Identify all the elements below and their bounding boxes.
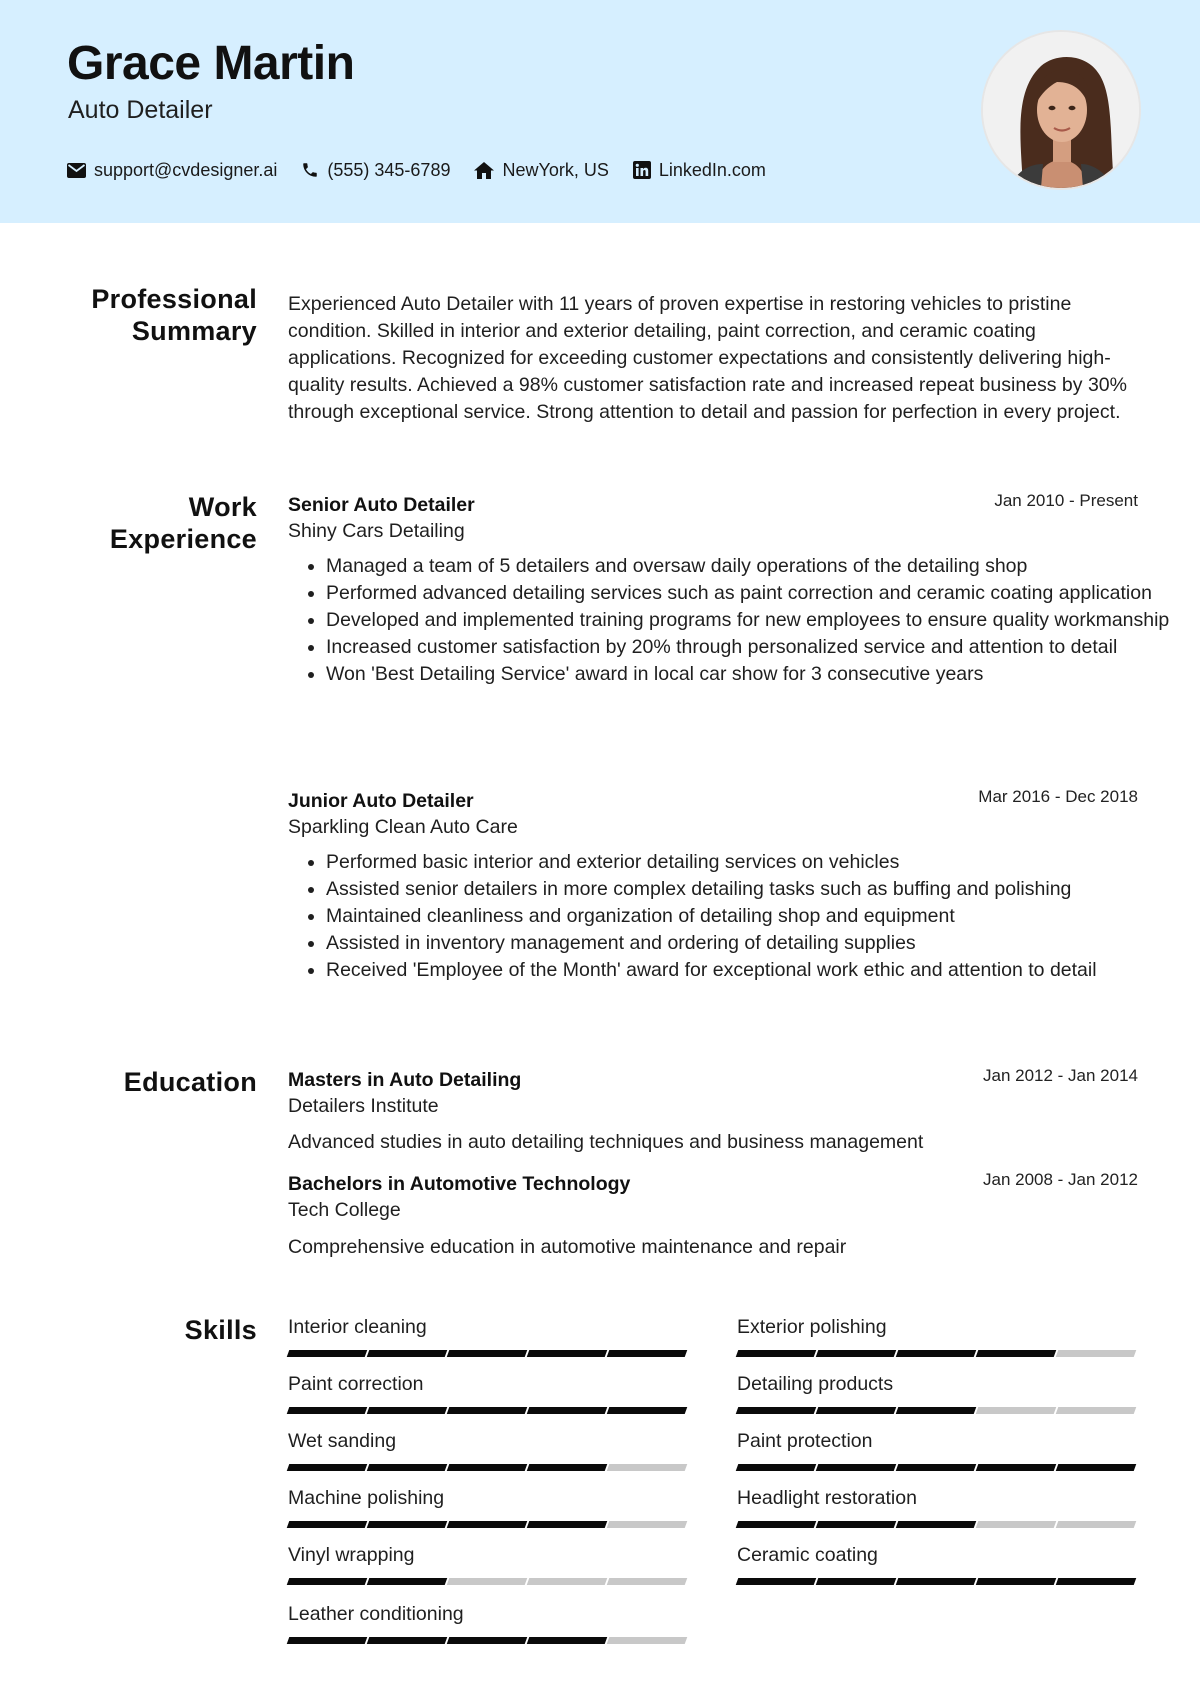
skill-level-segment-filled	[527, 1464, 608, 1471]
skill-level-segment-filled	[367, 1521, 448, 1528]
skill-level-segment-filled	[527, 1637, 608, 1644]
contact-phone[interactable]	[301, 160, 450, 181]
degree-title: Bachelors in Automotive Technology	[288, 1173, 631, 1195]
skill-level-segment-empty	[976, 1521, 1057, 1528]
contact-location-text: NewYork, US	[502, 159, 609, 180]
job-title: Senior Auto Detailer	[288, 494, 475, 516]
degree-dates: Jan 2012 - Jan 2014	[982, 1066, 1138, 1085]
job-bullet: • Won 'Best Detailing Service' award in local car show for 3 consecutive years	[326, 661, 1176, 688]
skill-level-segment-filled	[736, 1407, 817, 1414]
skill-level-segment-empty	[976, 1407, 1057, 1414]
job-company: Shiny Cars Detailing	[288, 520, 465, 542]
section-heading-summary-line1: Professional	[91, 284, 257, 314]
job-bullet: • Performed basic interior and exterior detailing services on vehicles	[326, 849, 1176, 876]
skill-level-segment-filled	[816, 1350, 897, 1357]
skill-level-segment-filled	[896, 1521, 977, 1528]
skill-level-segment-filled	[607, 1407, 688, 1414]
skill-level-segment-empty	[607, 1637, 688, 1644]
skill-level-bar	[737, 1350, 1139, 1357]
job-bullet: • Developed and implemented training programs for new employees to ensure quality workmanship	[326, 607, 1176, 634]
skill-level-segment-filled	[816, 1521, 897, 1528]
degree-school: Tech College	[288, 1199, 401, 1221]
contact-linkedin-text: LinkedIn.com	[658, 159, 766, 180]
skill-item	[288, 1603, 690, 1644]
skill-level-segment-filled	[976, 1350, 1057, 1357]
job-dates: Jan 2010 - Present	[994, 491, 1138, 510]
skill-item	[737, 1430, 1139, 1471]
skill-level-segment-filled	[736, 1578, 817, 1585]
skill-level-segment-filled	[367, 1637, 448, 1644]
profile-photo	[981, 30, 1141, 190]
skill-level-segment-filled	[1056, 1464, 1137, 1471]
portrait-illustration	[983, 32, 1139, 188]
skill-level-segment-filled	[447, 1350, 528, 1357]
skill-level-segment-filled	[896, 1407, 977, 1414]
skill-level-bar	[737, 1464, 1139, 1471]
linkedin-icon	[633, 161, 651, 179]
skill-name: Interior cleaning	[288, 1316, 427, 1338]
skill-level-segment-filled	[287, 1521, 368, 1528]
skill-item	[737, 1373, 1139, 1414]
skill-level-segment-filled	[816, 1578, 897, 1585]
skill-item	[737, 1487, 1139, 1528]
resume-header	[0, 0, 1200, 223]
skill-level-segment-filled	[367, 1407, 448, 1414]
skill-level-segment-filled	[976, 1464, 1057, 1471]
skill-level-segment-empty	[607, 1521, 688, 1528]
skill-level-segment-empty	[527, 1578, 608, 1585]
job-bullet: • Maintained cleanliness and organization of detailing shop and equipment	[326, 903, 1176, 930]
skill-level-segment-filled	[607, 1350, 688, 1357]
skill-item	[288, 1544, 690, 1585]
skill-level-segment-filled	[287, 1464, 368, 1471]
candidate-title: Auto Detailer	[68, 96, 213, 124]
skill-item	[288, 1316, 690, 1357]
section-heading-experience-line2: Experience	[109, 524, 257, 554]
job-bullet: • Assisted senior detailers in more complex detailing tasks such as buffing and polishing	[326, 876, 1176, 903]
home-icon	[474, 162, 494, 179]
skill-name: Wet sanding	[288, 1430, 397, 1452]
skill-name: Machine polishing	[288, 1487, 445, 1509]
skill-name: Ceramic coating	[737, 1544, 878, 1566]
skill-level-segment-filled	[287, 1637, 368, 1644]
skill-level-segment-filled	[287, 1407, 368, 1414]
contact-email-text: support@cvdesigner.ai	[94, 159, 278, 180]
section-heading-experience	[110, 491, 257, 555]
section-heading-experience-line1: Work	[188, 492, 257, 522]
skill-level-segment-filled	[816, 1407, 897, 1414]
skill-level-segment-filled	[896, 1578, 977, 1585]
skill-level-bar	[288, 1521, 690, 1528]
skill-level-bar	[288, 1464, 690, 1471]
skill-level-bar	[737, 1578, 1139, 1585]
degree-description: Advanced studies in auto detailing techniques and business management	[288, 1131, 924, 1153]
skill-level-segment-filled	[736, 1350, 817, 1357]
job-company: Sparkling Clean Auto Care	[288, 816, 518, 838]
skill-level-segment-filled	[527, 1350, 608, 1357]
skill-level-segment-empty	[607, 1578, 688, 1585]
skill-name: Headlight restoration	[737, 1487, 917, 1509]
skill-name: Paint protection	[737, 1430, 873, 1452]
contact-phone-text: (555) 345-6789	[327, 159, 451, 180]
skill-level-segment-filled	[527, 1407, 608, 1414]
skill-level-segment-filled	[1056, 1578, 1137, 1585]
phone-icon	[301, 161, 319, 179]
degree-dates: Jan 2008 - Jan 2012	[982, 1170, 1138, 1189]
job-bullet: • Received 'Employee of the Month' award for exceptional work ethic and attention to detail	[326, 957, 1176, 984]
skill-level-bar	[288, 1578, 690, 1585]
contact-bar	[67, 158, 790, 182]
degree-title: Masters in Auto Detailing	[288, 1069, 522, 1091]
skill-level-segment-filled	[896, 1464, 977, 1471]
skill-level-segment-empty	[607, 1464, 688, 1471]
skill-level-segment-filled	[447, 1407, 528, 1414]
skill-item	[288, 1430, 690, 1471]
skill-level-segment-filled	[447, 1521, 528, 1528]
skill-level-bar	[737, 1407, 1139, 1414]
skill-level-bar	[288, 1407, 690, 1414]
job-bullets	[288, 553, 1176, 688]
skill-level-segment-empty	[447, 1578, 528, 1585]
skill-level-segment-filled	[736, 1521, 817, 1528]
skill-level-segment-empty	[1056, 1350, 1137, 1357]
skill-level-segment-filled	[367, 1350, 448, 1357]
skill-level-segment-empty	[1056, 1407, 1137, 1414]
job-bullet: • Increased customer satisfaction by 20% through personalized service and attention to detail	[326, 634, 1176, 661]
skill-item	[737, 1316, 1139, 1357]
skill-level-segment-filled	[367, 1578, 448, 1585]
job-bullet: • Assisted in inventory management and ordering of detailing supplies	[326, 930, 1176, 957]
skill-name: Exterior polishing	[737, 1316, 887, 1338]
skill-level-segment-filled	[367, 1464, 448, 1471]
job-bullet: • Managed a team of 5 detailers and oversaw daily operations of the detailing shop	[326, 553, 1176, 580]
job-bullet: • Performed advanced detailing services such as paint correction and ceramic coating application	[326, 580, 1176, 607]
skill-level-segment-filled	[816, 1464, 897, 1471]
skill-name: Leather conditioning	[288, 1603, 464, 1625]
skill-level-segment-empty	[1056, 1521, 1137, 1528]
skill-name: Detailing products	[737, 1373, 894, 1395]
skill-level-segment-filled	[527, 1521, 608, 1528]
skill-level-bar	[288, 1350, 690, 1357]
skill-level-segment-filled	[447, 1637, 528, 1644]
section-heading-summary	[91, 283, 257, 347]
candidate-name: Grace Martin	[67, 37, 355, 90]
skill-item	[288, 1487, 690, 1528]
job-bullets	[288, 849, 1176, 984]
job-dates: Mar 2016 - Dec 2018	[978, 787, 1138, 806]
skill-item	[737, 1544, 1139, 1585]
section-heading-summary-line2: Summary	[131, 316, 257, 346]
skill-level-bar	[737, 1521, 1139, 1528]
section-heading-education: Education	[123, 1067, 257, 1097]
skill-level-segment-filled	[896, 1350, 977, 1357]
envelope-icon	[67, 163, 86, 178]
skill-level-segment-filled	[287, 1350, 368, 1357]
contact-linkedin[interactable]	[633, 160, 766, 181]
skill-level-segment-filled	[447, 1464, 528, 1471]
section-heading-skills: Skills	[184, 1315, 257, 1345]
skill-level-segment-filled	[287, 1578, 368, 1585]
skill-name: Vinyl wrapping	[288, 1544, 415, 1566]
contact-email[interactable]	[67, 160, 277, 181]
skill-level-segment-filled	[976, 1578, 1057, 1585]
contact-location	[474, 160, 608, 181]
job-title: Junior Auto Detailer	[288, 790, 474, 812]
degree-description: Comprehensive education in automotive maintenance and repair	[288, 1236, 847, 1258]
skill-name: Paint correction	[288, 1373, 424, 1395]
skill-item	[288, 1373, 690, 1414]
skill-level-segment-filled	[736, 1464, 817, 1471]
skill-level-bar	[288, 1637, 690, 1644]
summary-text: Experienced Auto Detailer with 11 years of proven expertise in restoring vehicles to pristine condition. Skilled in interior and exterior detailing, paint correction, and ceramic coating applications. Recognized for exceeding customer expectations and consistently delivering high-quality results. Achieved a 98% customer satisfaction rate and increased repeat business by 30% through exceptional service. Strong attention to detail and passion for perfection in every project.	[288, 293, 1127, 423]
degree-school: Detailers Institute	[288, 1095, 439, 1117]
